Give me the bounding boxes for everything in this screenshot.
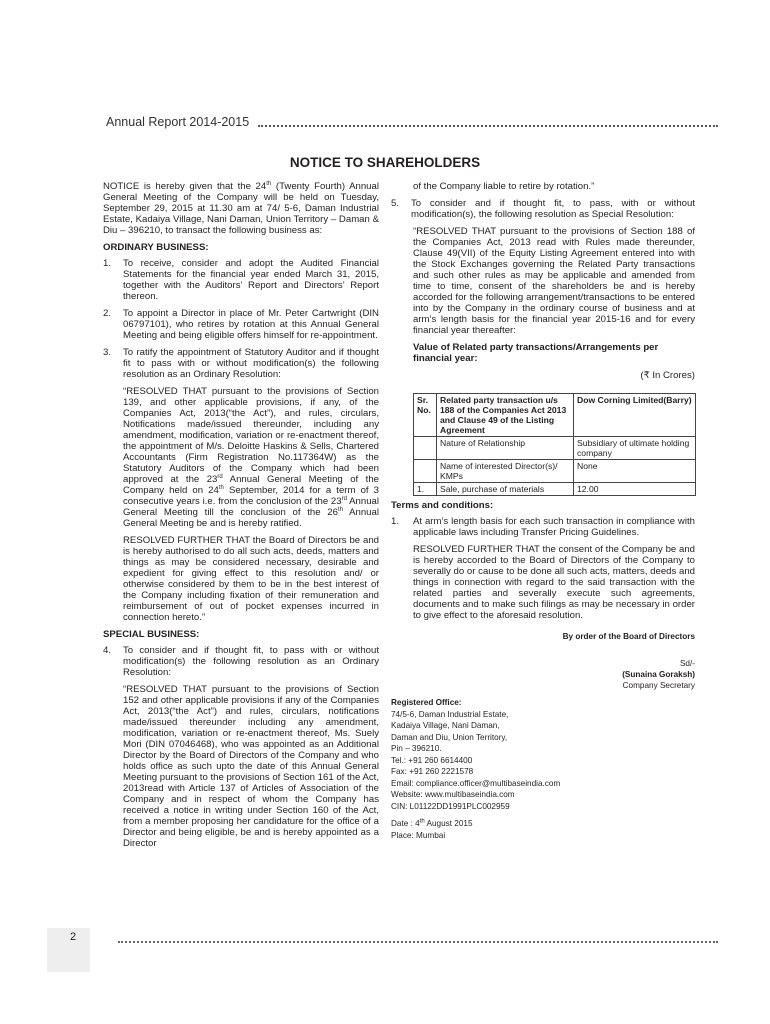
table-cell: Nature of Relationship: [437, 437, 574, 460]
table-header-cell: Sr. No.: [414, 394, 437, 437]
table-header-cell: Related party transaction u/s 188 of the Companies Act 2013 and Clause 49 of the Listing Agreement: [437, 394, 574, 437]
intro-paragraph: NOTICE is hereby given that the 24th (Twenty Fourth) Annual General Meeting of the Company will be held on Tuesday, September 29, 2015 at 11.30 am at 74/ 5-6, Daman Industrial Estate, Kadaiya Village, Nani Daman, Union Territory – Daman & Diu – 396210, to transact the following business as:: [103, 180, 379, 236]
item-5: 5. To consider and if thought fit, to pass, with or without modification(s), the following resolution as Special Resolution:: [391, 198, 695, 220]
ordinary-business-heading: ORDINARY BUSINESS:: [103, 242, 209, 253]
resolution-5: “RESOLVED THAT pursuant to the provisions of Section 188 of the Companies Act, 2013 read with Rules made thereunder, Clause 49(VII) of the Equity Listing Agreement entered into with the Stock Exchanges governing the Related Party transactions and such other rules as may be applicable and amended from time to time, consent of the shareholders be and is hereby accorded for the following arrangement/transactions to be entered into by the Company in the ordinary course of business and at arm’s length basis for the financial year 2015-16 and for every financial year thereafter:: [413, 226, 695, 336]
signatory-name: (Sunaina Goraksh): [622, 670, 695, 679]
table-cell: 1.: [414, 483, 437, 496]
term-1: 1. At arm’s length basis for each such transaction in compliance with applicable laws including Transfer Pricing Guidelines.: [391, 516, 695, 538]
page-number: 2: [70, 931, 77, 943]
office-line: Fax: +91 260 2221578: [391, 767, 474, 776]
continuation-text: of the Company liable to retire by rotation.”: [413, 181, 595, 192]
currency-unit: (₹ In Crores): [640, 370, 695, 381]
resolution-3-further: RESOLVED FURTHER THAT the Board of Directors be and is hereby authorised to do all such acts, deeds, matters and things as may be considered necessary, desirable and expedient for giving effect to this resolution and/ or otherwise considered by them to be in the best interest of the Company including fixation of their remuneration and reimbursement of out of pocket expenses incurred in connection hereto.”: [123, 535, 379, 623]
special-business-heading: SPECIAL BUSINESS:: [103, 629, 200, 640]
value-heading: Value of Related party transactions/Arrangements per financial year:: [413, 342, 659, 364]
office-line: Email: compliance.officer@multibaseindia.com: [391, 778, 561, 788]
table-cell: Sale, purchase of materials: [437, 483, 574, 496]
registered-office-block: [391, 697, 695, 841]
signature-mark: Sd/-: [679, 659, 695, 668]
header-dotted-rule: [258, 125, 718, 127]
notice-title: NOTICE TO SHAREHOLDERS: [289, 155, 481, 170]
office-line: Website: www.multibaseindia.com: [391, 790, 515, 799]
item-3: 3. To ratify the appointment of Statutory Auditor and if thought fit to pass with or without modification(s) the following resolution as an Ordinary Resolution:: [103, 347, 379, 380]
page-header: [106, 115, 718, 131]
by-order-line: By order of the Board of Directors: [562, 632, 695, 641]
report-title: Annual Report 2014-2015: [106, 115, 250, 129]
table-cell: None: [574, 460, 696, 483]
office-line: Daman and Diu, Union Territory,: [391, 732, 508, 742]
item-1: 1. To receive, consider and adopt the Audited Financial Statements for the financial year ended March 31, 2015, together with the Auditors’ Report and Directors’ Report thereon.: [103, 258, 379, 302]
notice-place: Place: Mumbai: [391, 830, 446, 840]
footer-dotted-rule: [118, 941, 718, 943]
table-cell: Name of interested Director(s)/ KMPs: [437, 460, 574, 483]
table-row: [414, 460, 696, 483]
registered-office-heading: Registered Office:: [391, 698, 462, 707]
table-cell: 12.00: [574, 483, 696, 496]
right-column: [391, 181, 695, 841]
terms-heading: Terms and conditions:: [391, 500, 494, 511]
table-cell: [414, 437, 437, 460]
table-row: [414, 483, 696, 496]
table-cell: [414, 460, 437, 483]
left-column: [103, 181, 379, 855]
signatory-designation: Company Secretary: [622, 681, 695, 690]
table-header-cell: Dow Corning Limited(Barry): [574, 394, 696, 437]
item-2: 2. To appoint a Director in place of Mr. Peter Cartwright (DIN 06797101), who retires by rotation at this Annual General Meeting and being eligible offers himself for re-appointment.: [103, 308, 379, 341]
office-line: 74/5-6, Daman Industrial Estate,: [391, 709, 509, 719]
table-cell: Subsidiary of ultimate holding company: [574, 437, 696, 460]
terms-resolution-further: RESOLVED FURTHER THAT the consent of the Company be and is hereby accorded to the Board of Directors of the Company to severally do or cause to be done all such acts, matters, deeds and things in connection with regard to the said transaction with the related parties and severally execute such agreements, documents and to make such filings as may be necessary in order to give effect to the aforesaid resolution.: [413, 544, 695, 621]
item-4: 4. To consider and if thought fit, to pass with or without modification(s) the following resolution as an Ordinary Resolution:: [103, 645, 379, 678]
office-line: CIN: L01122DD1991PLC002959: [391, 801, 510, 811]
related-party-table: [413, 393, 696, 496]
office-line: Tel.: +91 260 6614400: [391, 755, 473, 765]
table-header-row: [414, 394, 696, 437]
table-row: [414, 437, 696, 460]
resolution-3: “RESOLVED THAT pursuant to the provisions of Section 139, and other applicable provisions, if any, of the Companies Act, 2013(“the Act”), and rules, circulars, Notifications made/issued thereunder, including any amendment, modification, variation or re-enactment thereof, the appointment of M/s. Deloitte Haskins & Sells, Chartered Accountants (Firm Registration No.117364W) as the Statutory Auditors of the Company which had been approved at the 23rd Annual General Meeting of the Company held on 24th September, 2014 for a term of 3 consecutive years i.e. from the conclusion of the 23rd Annual General Meeting till the conclusion of the 26th Annual General Meeting be and is hereby ratified.: [123, 386, 380, 529]
resolution-4: “RESOLVED THAT pursuant to the provisions of Section 152 and other applicable provisions if any of the Companies Act, 2013(“the Act”) and rules, circulars, notifications made/issued thereunder including any amendment, modification, variation or re-enactment thereof, Ms. Suely Mori (DIN 07046468), who was appointed as an Additional Director by the Board of Directors of the Company and who holds office as such upto the date of this Annual General Meeting pursuant to the provisions of Section 161 of the Act, 2013read with Article 137 of Articles of Association of the Company and in respect of whom the Company has received a notice in writing under Section 160 of the Act, from a member proposing her candidature for the office of a Director and being eligible, be and is hereby appointed as a Director: [123, 684, 379, 849]
office-line: Kadaiya Village, Nani Daman,: [391, 721, 500, 730]
office-line: Pin – 396210.: [391, 744, 442, 753]
page-number-box: [47, 928, 90, 972]
notice-date: Date : 4th August 2015: [391, 818, 473, 828]
